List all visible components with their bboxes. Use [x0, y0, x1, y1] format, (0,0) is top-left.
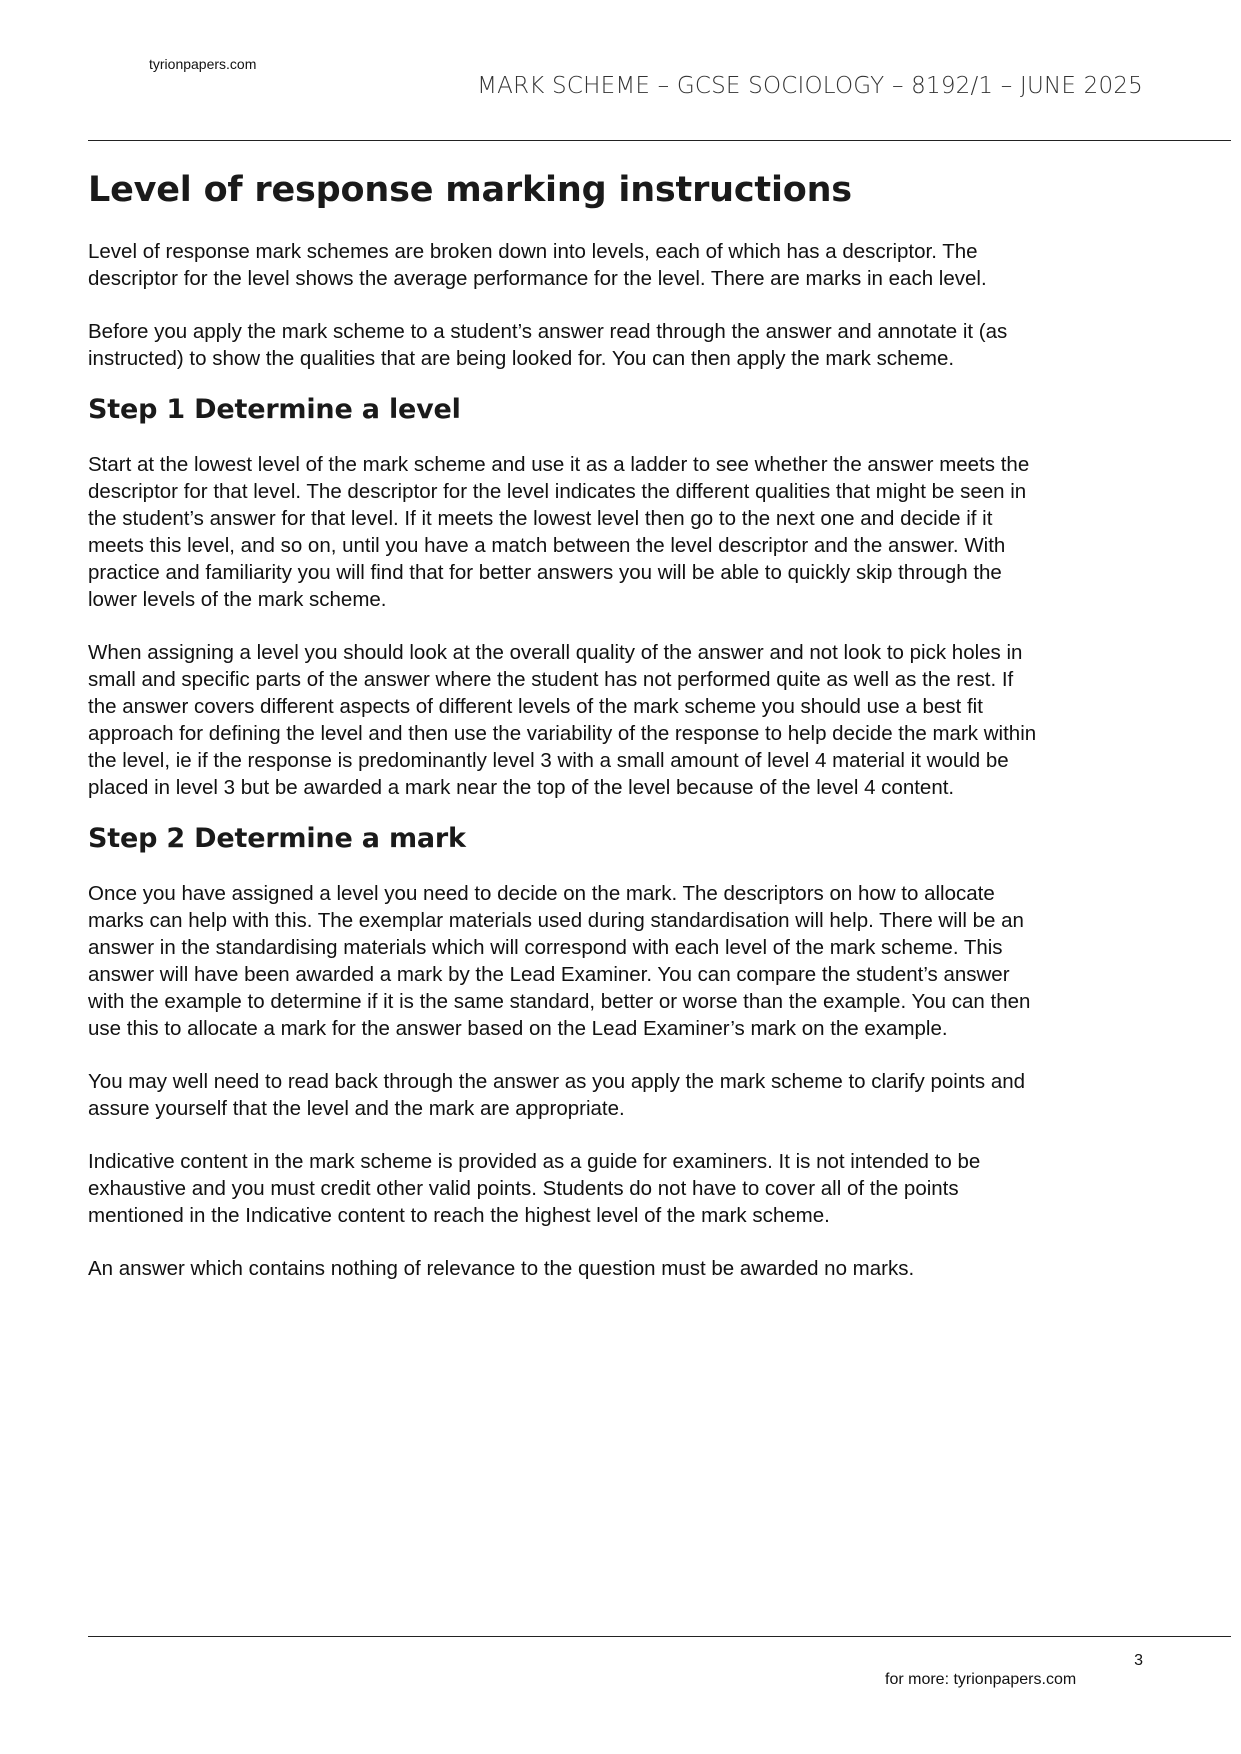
step1-paragraph-2: When assigning a level you should look at the overall quality of the answer and not look to pick holes in small and specific parts of the answer where the student has not performed quite as well as the rest. If the answer covers different aspects of different levels of the mark scheme you should use a best fit approach for defining the level and then use the variability of the response to help decide the mark within the level, ie if the response is predominantly level 3 with a small amount of level 4 material it would be placed in level 3 but be awarded a mark near the top of the level because of the level 4 content. [88, 641, 1037, 799]
footer-divider [88, 1636, 1231, 1637]
step2-heading: Step 2 Determine a mark [88, 823, 466, 854]
step2-paragraph-4: An answer which contains nothing of relevance to the question must be awarded no marks. [88, 1257, 915, 1280]
intro-paragraph-2: Before you apply the mark scheme to a student’s answer read through the answer and annotate it (as instructed) to show the qualities that are being looked for. You can then apply the mark scheme. [88, 320, 1008, 370]
intro-paragraph-1: Level of response mark schemes are broken down into levels, each of which has a descriptor. The descriptor for the level shows the average performance for the level. There are marks in each level. [88, 240, 987, 290]
step2-paragraph-2: You may well need to read back through the answer as you apply the mark scheme to clarify points and assure yourself that the level and the mark are appropriate. [88, 1070, 1026, 1120]
footer-site-link[interactable]: for more: tyrionpapers.com [885, 1671, 1077, 1688]
step1-paragraph-1: Start at the lowest level of the mark scheme and use it as a ladder to see whether the answer meets the descriptor for that level. The descriptor for the level indicates the different qualities that might be seen in the student’s answer for that level. If it meets the lowest level then go to the next one and decide if it meets this level, and so on, until you have a match between the level descriptor and the answer. With practice and familiarity you will find that for better answers you will be able to quickly skip through the lower levels of the mark scheme. [88, 453, 1030, 611]
page-number: 3 [1134, 1652, 1143, 1669]
step2-paragraph-1: Once you have assigned a level you need to decide on the mark. The descriptors on how to allocate marks can help with this. The exemplar materials used during standardisation will help. There will be an answer in the standardising materials which will correspond with each level of the mark scheme. This answer will have been awarded a mark by the Lead Examiner. You can compare the student’s answer with the example to determine if it is the same standard, better or worse than the example. You can then use this to allocate a mark for the answer based on the Lead Examiner’s mark on the example. [88, 882, 1031, 1040]
running-header-title: MARK SCHEME – GCSE SOCIOLOGY – 8192/1 – JUNE 2025 [477, 73, 1143, 99]
header-divider [88, 140, 1231, 141]
page-content [88, 170, 1148, 1308]
step1-heading: Step 1 Determine a level [88, 394, 461, 425]
header-site-link[interactable]: tyrionpapers.com [149, 56, 257, 72]
step2-paragraph-3: Indicative content in the mark scheme is provided as a guide for examiners. It is not intended to be exhaustive and you must credit other valid points. Students do not have to cover all of the points mentioned in the Indicative content to reach the highest level of the mark scheme. [88, 1150, 981, 1227]
page-title: Level of response marking instructions [88, 170, 852, 210]
